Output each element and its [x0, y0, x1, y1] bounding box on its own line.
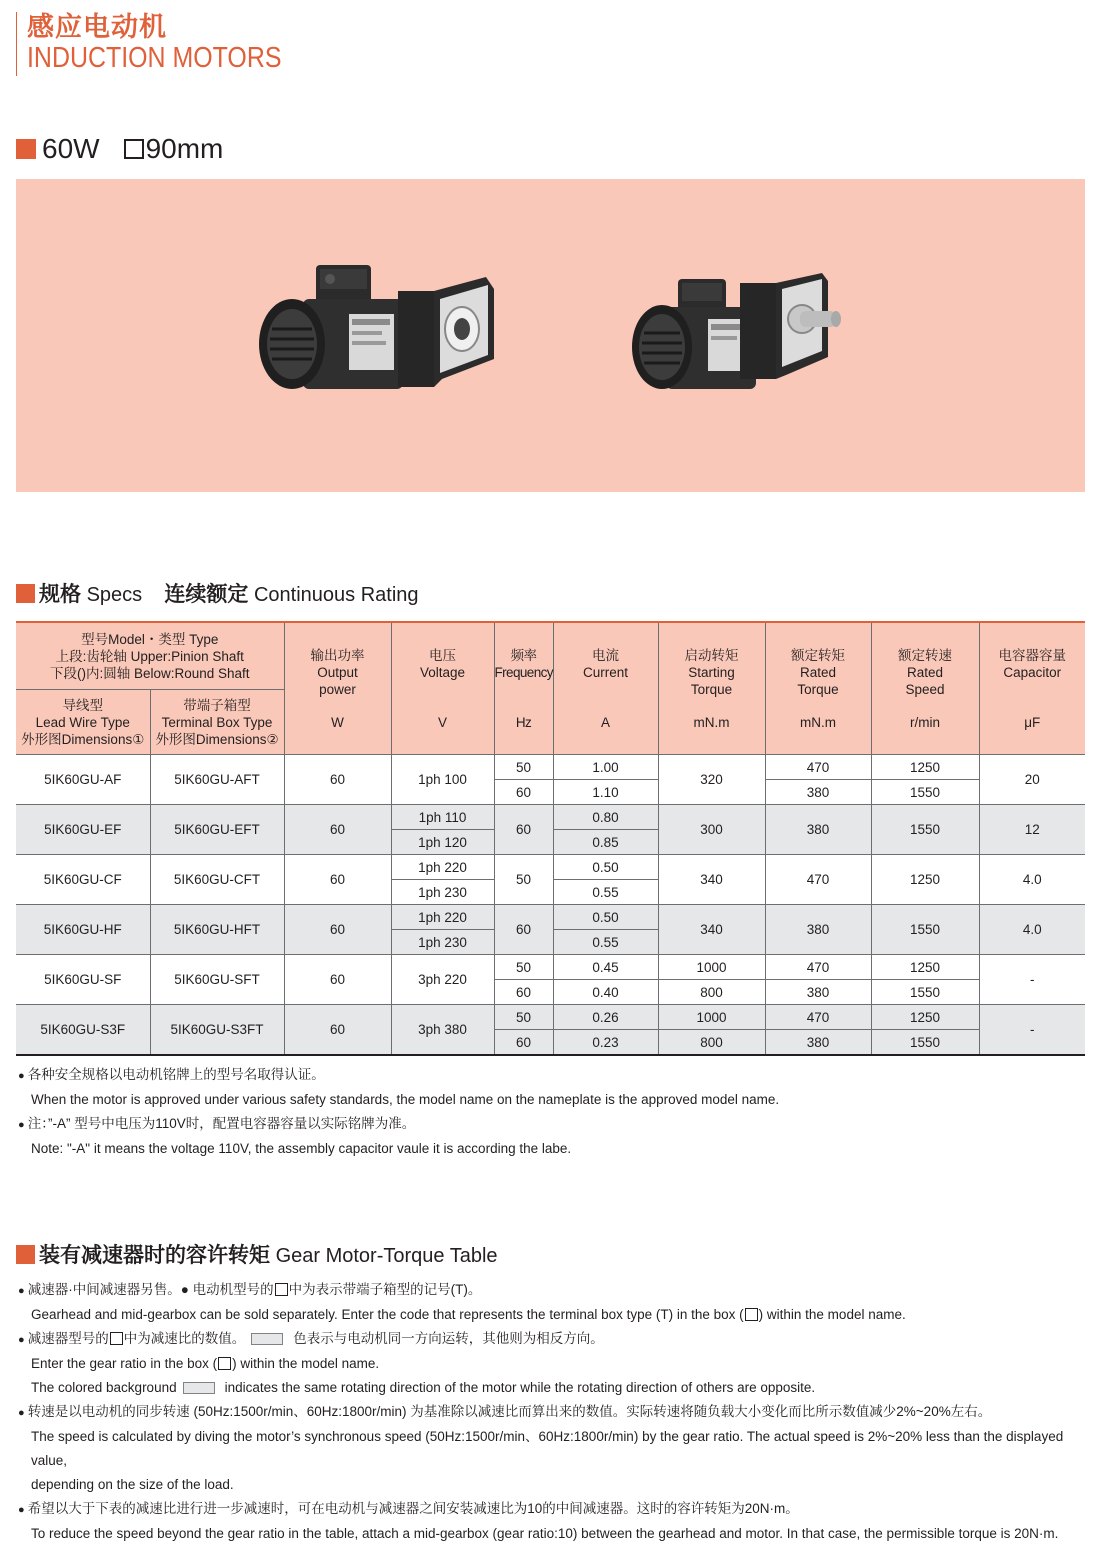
voltage-cell: 1ph 230	[391, 930, 494, 955]
table-row	[16, 855, 1085, 880]
rated-torque-cell: 470	[765, 755, 871, 780]
terminal-model-cell: 5IK60GU-S3FT	[150, 1005, 284, 1056]
current-cell: 1.00	[553, 755, 658, 780]
box-symbol-icon	[218, 1357, 231, 1370]
rated-torque-cell: 470	[765, 1005, 871, 1030]
page-header	[16, 12, 323, 76]
gear-note-4-cn: ● 希望以大于下表的减速比进行进一步减速时，可在电动机与减速器之间安装减速比为10的中间减速器。这时的容许转矩为20N·m。	[18, 1497, 1098, 1522]
gear-note-4-en: To reduce the speed beyond the gear ratio in the table, attach a mid-gearbox (gear ratio:10) between the gearhead and motor. In that case, the permissible torque is 20N·m.	[31, 1526, 1059, 1541]
starting-torque-cell: 800	[658, 1030, 765, 1056]
rated-torque-cell: 380	[765, 805, 871, 855]
current-cell: 0.26	[553, 1005, 658, 1030]
orange-square-icon	[16, 139, 36, 159]
rated-torque-cell: 380	[765, 905, 871, 955]
frequency-cell: 50	[494, 1005, 553, 1030]
starting-torque-cell: 300	[658, 805, 765, 855]
rated-torque-header: 额定转矩 Rated Torque mN.m	[765, 622, 871, 755]
gear-motor-pinion-image	[259, 265, 494, 389]
starting-torque-cell: 320	[658, 755, 765, 805]
voltage-cell: 1ph 220	[391, 855, 494, 880]
spec-notes	[18, 1063, 779, 1161]
note-2-en: Note: "-A" it means the voltage 110V, the assembly capacitor vaule it is according the labe.	[31, 1141, 572, 1156]
frequency-cell: 60	[494, 980, 553, 1005]
specs-table	[16, 621, 1085, 1056]
rated-torque-cell: 470	[765, 955, 871, 980]
rated-speed-cell: 1250	[871, 855, 979, 905]
rated-speed-cell: 1250	[871, 755, 979, 780]
rated-torque-cell: 470	[765, 855, 871, 905]
current-cell: 0.50	[553, 905, 658, 930]
current-cell: 0.80	[553, 805, 658, 830]
power-heading	[16, 132, 223, 166]
gear-torque-heading	[16, 1243, 498, 1269]
capacitor-cell: 12	[979, 805, 1085, 855]
gray-swatch-icon	[251, 1333, 283, 1345]
gear-note-1-cn: ● 减速器·中间减速器另售。● 电动机型号的 中为表示带端子箱型的记号(T)。	[18, 1278, 1098, 1303]
capacitor-header: 电容器容量 Capacitor μF	[979, 622, 1085, 755]
note-1-cn: ● 各种安全规格以电动机铭牌上的型号名取得认证。	[18, 1063, 779, 1088]
frequency-cell: 60	[494, 780, 553, 805]
gear-note-1-en: Gearhead and mid-gearbox can be sold separately. Enter the code that represents the terminal box type (T) in the box ( ) within the model name.	[31, 1307, 906, 1322]
orange-square-icon	[16, 1245, 35, 1264]
orange-square-icon	[16, 584, 35, 603]
voltage-cell: 3ph 220	[391, 955, 494, 1005]
output-cell: 60	[284, 905, 391, 955]
table-row	[16, 755, 1085, 780]
rated-torque-cell: 380	[765, 980, 871, 1005]
starting-torque-header: 启动转矩 Starting Torque mN.m	[658, 622, 765, 755]
voltage-header: 电压 Voltage V	[391, 622, 494, 755]
frequency-header: 频率 Frequency Hz	[494, 622, 553, 755]
voltage-cell: 1ph 110	[391, 805, 494, 830]
starting-torque-cell: 340	[658, 905, 765, 955]
voltage-cell: 1ph 120	[391, 830, 494, 855]
rated-speed-cell: 1550	[871, 980, 979, 1005]
power-watt: 60W	[42, 133, 100, 164]
rated-speed-cell: 1250	[871, 1005, 979, 1030]
specs-heading	[16, 582, 419, 608]
capacitor-cell: -	[979, 955, 1085, 1005]
frequency-cell: 60	[494, 905, 553, 955]
lead-wire-header: 导线型 Lead Wire Type 外形图Dimensions①	[16, 690, 150, 755]
table-header-row	[16, 622, 1085, 690]
terminal-model-cell: 5IK60GU-SFT	[150, 955, 284, 1005]
gear-heading-en: Gear Motor-Torque Table	[275, 1245, 498, 1267]
gear-motor-round-shaft-image	[632, 273, 841, 389]
gray-swatch-icon	[183, 1382, 215, 1394]
rated-torque-cell: 380	[765, 780, 871, 805]
voltage-cell: 1ph 220	[391, 905, 494, 930]
gear-note-2-en1: Enter the gear ratio in the box ( ) within the model name.	[31, 1356, 380, 1371]
gear-heading-cn: 装有减速器时的容许转矩	[39, 1244, 270, 1267]
gear-note-3-en1: The speed is calculated by diving the motor’s synchronous speed (50Hz:1500r/min、60Hz:1800r/min) by the gear ratio. The actual speed is 2%~20% less than the displayed value,	[31, 1429, 1064, 1468]
output-cell: 60	[284, 755, 391, 805]
output-cell: 60	[284, 955, 391, 1005]
square-outline-icon	[124, 139, 144, 159]
frame-size: 90mm	[145, 133, 224, 164]
gear-note-2-cn: ● 减速器型号的 中为减速比的数值。 色表示与电动机同一方向运转，其他则为相反方向。	[18, 1327, 1098, 1352]
rated-speed-cell: 1550	[871, 1030, 979, 1056]
lead-model-cell: 5IK60GU-CF	[16, 855, 150, 905]
terminal-model-cell: 5IK60GU-AFT	[150, 755, 284, 805]
frequency-cell: 50	[494, 755, 553, 780]
voltage-cell: 1ph 230	[391, 880, 494, 905]
note-2-cn: ● 注：”-A” 型号中电压为110V时，配置电容器容量以实际铭牌为准。	[18, 1112, 779, 1137]
current-cell: 0.50	[553, 855, 658, 880]
page-title-en: INDUCTION MOTORS	[27, 42, 282, 74]
terminal-box-header: 带端子箱型 Terminal Box Type 外形图Dimensions②	[150, 690, 284, 755]
output-cell: 60	[284, 805, 391, 855]
rated-speed-cell: 1550	[871, 905, 979, 955]
page-title-cn: 感应电动机	[27, 12, 167, 42]
model-type-header: 型号Model・类型 Type 上段:齿轮轴 Upper:Pinion Shaft 下段()内:圆轴 Below:Round Shaft	[16, 622, 284, 690]
specs-heading-en1: Specs	[86, 584, 143, 606]
rated-speed-cell: 1250	[871, 955, 979, 980]
frequency-cell: 60	[494, 1030, 553, 1056]
current-cell: 1.10	[553, 780, 658, 805]
starting-torque-cell: 1000	[658, 1005, 765, 1030]
product-photo-panel	[16, 179, 1085, 492]
frequency-cell: 50	[494, 855, 553, 905]
table-row	[16, 805, 1085, 830]
lead-model-cell: 5IK60GU-EF	[16, 805, 150, 855]
note-1-en: When the motor is approved under various safety standards, the model name on the nameplate is the approved model name.	[31, 1092, 780, 1107]
output-cell: 60	[284, 1005, 391, 1056]
box-symbol-icon	[110, 1332, 123, 1345]
table-row	[16, 1005, 1085, 1030]
gear-note-3-en2: depending on the size of the load.	[31, 1477, 234, 1492]
motor-photos	[16, 179, 1085, 492]
terminal-model-cell: 5IK60GU-CFT	[150, 855, 284, 905]
terminal-model-cell: 5IK60GU-EFT	[150, 805, 284, 855]
gear-note-3-cn: ● 转速是以电动机的同步转速 (50Hz:1500r/min、60Hz:1800r/min) 为基准除以减速比而算出来的数值。实际转速将随负载大小变化而比所示数值减少2%~20%左右。	[18, 1400, 1098, 1425]
terminal-model-cell: 5IK60GU-HFT	[150, 905, 284, 955]
rated-speed-cell: 1550	[871, 805, 979, 855]
current-cell: 0.45	[553, 955, 658, 980]
capacitor-cell: 4.0	[979, 855, 1085, 905]
capacitor-cell: 20	[979, 755, 1085, 805]
current-cell: 0.55	[553, 880, 658, 905]
current-header: 电流 Current A	[553, 622, 658, 755]
current-cell: 0.85	[553, 830, 658, 855]
lead-model-cell: 5IK60GU-HF	[16, 905, 150, 955]
box-symbol-icon	[275, 1283, 288, 1296]
table-row	[16, 905, 1085, 930]
lead-model-cell: 5IK60GU-S3F	[16, 1005, 150, 1056]
capacitor-cell: -	[979, 1005, 1085, 1056]
rated-speed-cell: 1550	[871, 780, 979, 805]
lead-model-cell: 5IK60GU-SF	[16, 955, 150, 1005]
output-header: 输出功率 Output power W	[284, 622, 391, 755]
rated-torque-cell: 380	[765, 1030, 871, 1056]
current-cell: 0.23	[553, 1030, 658, 1056]
voltage-cell: 1ph 100	[391, 755, 494, 805]
frequency-cell: 60	[494, 805, 553, 855]
frequency-cell: 50	[494, 955, 553, 980]
capacitor-cell: 4.0	[979, 905, 1085, 955]
lead-model-cell: 5IK60GU-AF	[16, 755, 150, 805]
specs-heading-en2: Continuous Rating	[253, 584, 419, 606]
specs-heading-cn1: 规格	[39, 583, 81, 606]
specs-heading-cn2: 连续额定	[164, 583, 249, 606]
output-cell: 60	[284, 855, 391, 905]
rated-speed-header: 额定转速 Rated Speed r/min	[871, 622, 979, 755]
voltage-cell: 3ph 380	[391, 1005, 494, 1056]
gear-note-2-en2: The colored background indicates the same rotating direction of the motor while the rotating direction of others are opposite.	[31, 1380, 816, 1395]
box-symbol-icon	[745, 1308, 758, 1321]
starting-torque-cell: 800	[658, 980, 765, 1005]
current-cell: 0.40	[553, 980, 658, 1005]
gear-notes	[18, 1278, 1098, 1546]
table-row	[16, 955, 1085, 980]
starting-torque-cell: 340	[658, 855, 765, 905]
starting-torque-cell: 1000	[658, 955, 765, 980]
current-cell: 0.55	[553, 930, 658, 955]
